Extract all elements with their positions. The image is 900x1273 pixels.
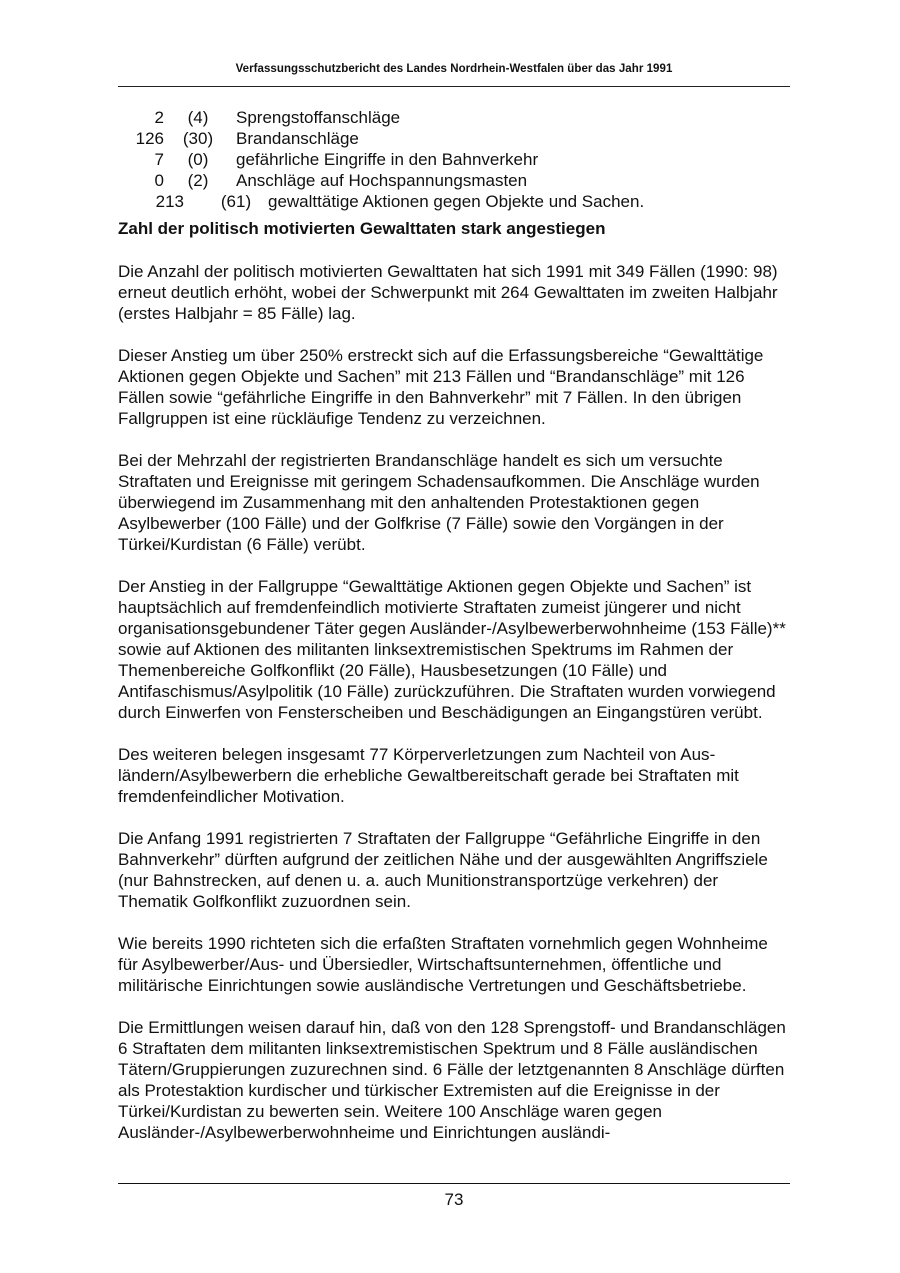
paragraph: Des weiteren belegen insgesamt 77 Körperverletzungen zum Nachteil von Ausländern/Asylbewerbern die erhebliche Gewaltbereitschaft gerade bei Straftaten mit fremdenfeindlicher Motivation. (118, 745, 739, 806)
paragraph: Die Anfang 1991 registrierten 7 Straftaten der Fallgruppe “Gefährliche Eingriffe in den Bahnverkehr” dürften aufgrund der zeitlichen Nähe und der ausgewählten Angriffsziele (nur Bahnstrecken, auf denen u. a. auch Munitionstransportzüge verkehren) der Thematik Golfkonflikt zuzuordnen sein. (118, 829, 768, 911)
paragraph: Die Anzahl der politisch motivierten Gewalttaten hat sich 1991 mit 349 Fällen (1990: 98) erneut deutlich erhöht, wobei der Schwerpunkt mit 264 Gewalttaten im zweiten Halbjahr (erstes Halbjahr = 85 Fälle) lag. (118, 262, 778, 323)
paragraph: Der Anstieg in der Fallgruppe “Gewalttätige Aktionen gegen Objekte und Sachen” ist hauptsächlich auf fremdenfeindlich motivierte Straftaten zumeist jüngerer und nicht organisationsgebundener Täter gegen Ausländer-/Asylbewerberwohnheime (153 Fälle)** sowie auf Aktionen des militanten linksextremistischen Spektrums im Rahmen der Themenbereiche Golfkonflikt (20 Fälle), Hausbesetzungen (10 Fälle) und Antifaschismus/Asylpolitik (10 Fälle) zurückzuführen. Die Straftaten wurden vorwiegend durch Einwerfen von Fensterscheiben und Beschädigungen an Eingangstüren verübt. (118, 577, 786, 722)
body-text (118, 261, 790, 1164)
stat-count: 126 (135, 129, 164, 148)
stat-count: 7 (154, 150, 164, 169)
stat-row (118, 170, 790, 191)
stat-count: 2 (154, 108, 164, 127)
stat-previous: (2) (187, 171, 209, 190)
page-number: 73 (444, 1190, 464, 1209)
paragraph: Die Ermittlungen weisen darauf hin, daß von den 128 Sprengstoff- und Brandanschlägen 6 Straftaten dem militanten linksextremistischen Spektrum und 8 Fälle ausländischen Tätern/Gruppierungen zuzurechnen sind. 6 Fälle der letztgenannten 8 Anschläge dürften als Protestaktion kurdischer und türkischer Extremisten auf die Ereignisse in der Türkei/Kurdistan zu bewerten sein. Weitere 100 Anschläge waren gegen Ausländer-/Asylbewerberwohnheime und Einrichtungen ausländi- (118, 1018, 786, 1142)
stat-previous: (4) (187, 108, 209, 127)
stat-count: 0 (154, 171, 164, 190)
footer-rule (118, 1183, 790, 1184)
stat-total-label: gewalttätige Aktionen gegen Objekte und Sachen. (268, 192, 645, 211)
stat-previous: (30) (182, 129, 214, 148)
stat-label: Anschläge auf Hochspannungsmasten (236, 171, 528, 190)
stat-total-previous: (61) (220, 192, 252, 211)
stat-previous: (0) (187, 150, 209, 169)
stat-label: Sprengstoffanschläge (236, 108, 401, 127)
paragraph: Dieser Anstieg um über 250% erstreckt sich auf die Erfassungsbereiche “Gewalttätige Aktionen gegen Objekte und Sachen” mit 213 Fällen und “Brandanschläge” mit 126 Fällen sowie “gefährliche Eingriffe in den Bahnverkehr” mit 7 Fällen. In den übrigen Fallgruppen ist eine rückläufige Tendenz zu verzeichnen. (118, 346, 764, 428)
stat-label: Brandanschläge (236, 129, 359, 148)
stat-label: gefährliche Eingriffe in den Bahnverkehr (236, 150, 539, 169)
stat-row (118, 149, 790, 170)
stat-total-count: 213 (155, 192, 184, 211)
statistics-list (118, 107, 790, 212)
stat-total-row (118, 191, 790, 212)
stat-row (118, 128, 790, 149)
paragraph: Wie bereits 1990 richteten sich die erfaßten Straftaten vornehmlich gegen Wohnheime für Asylbewerber/Aus- und Übersiedler, Wirtschaftsunternehmen, öffentliche und militärische Einrichtungen sowie ausländische Vertretungen und Geschäftsbetriebe. (118, 934, 768, 995)
running-header: Verfassungsschutzbericht des Landes Nordrhein-Westfalen über das Jahr 1991 (235, 63, 673, 75)
section-heading: Zahl der politisch motivierten Gewalttaten stark angestiegen (118, 219, 606, 238)
header-rule (118, 86, 790, 87)
stat-row (118, 107, 790, 128)
paragraph: Bei der Mehrzahl der registrierten Brandanschläge handelt es sich um versuchte Straftaten und Ereignisse mit geringem Schadensaufkommen. Die Anschläge wurden überwiegend im Zusammenhang mit den anhaltenden Protestaktionen gegen Asylbewerber (100 Fälle) und der Golfkrise (7 Fälle) sowie den Vorgängen in der Türkei/Kurdistan (6 Fälle) verübt. (118, 451, 760, 554)
